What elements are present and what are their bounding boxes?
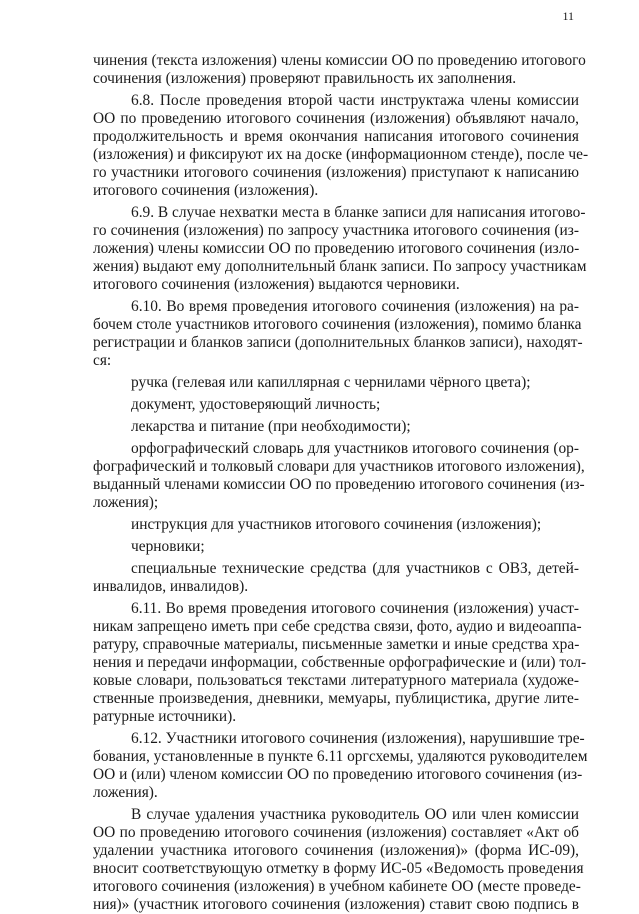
para-6-10 — [93, 298, 583, 370]
text-line: сочинения (изложения) проверяют правильность их заполнения. — [93, 70, 517, 87]
list-item-medicine-food — [93, 418, 579, 436]
text-line: ственные произведения, дневники, мемуары, публицистика, другие лите- — [93, 690, 579, 707]
text-line: ложения) члены комиссии ОО по проведению итогового сочинения (изло- — [93, 240, 580, 257]
text-line: орфографический словарь для участников итогового сочинения (ор- — [131, 440, 579, 457]
text-line: никам запрещено иметь при себе средства связи, фото, аудио и видеоаппа- — [93, 618, 582, 635]
text-line: ся: — [93, 352, 112, 369]
text-line: 6.10. Во время проведения итогового сочинения (изложения) на ра- — [131, 298, 579, 315]
text-line: итогового сочинения (изложения) выдаются черновики. — [93, 276, 460, 293]
list-item-id-document — [93, 396, 579, 414]
text-line: чинения (текста изложения) члены комиссии ОО по проведению итогового — [93, 52, 586, 69]
text-line: ратурные источники). — [93, 708, 237, 725]
para-6-8 — [93, 92, 589, 200]
text-line: (изложения) и фиксируют их на доске (информационном стенде), после че- — [93, 146, 589, 163]
text-line: 6.9. В случае нехватки места в бланке записи для написания итогово- — [131, 204, 586, 221]
text-line: бования, установленные в пункте 6.11 оргсхемы, удаляются руководителем — [93, 748, 588, 765]
text-line: 6.12. Участники итогового сочинения (изложения), нарушившие тре- — [131, 730, 585, 747]
text-line: специальные технические средства (для участников с ОВЗ, детей- — [131, 560, 579, 577]
list-item-instructions — [93, 516, 579, 534]
text-line: черновики; — [131, 538, 205, 555]
text-line: ковые словари, пользоваться текстами литературного материала (художе- — [93, 672, 579, 689]
text-line: фографический и толковый словари для участников итогового изложения), — [93, 458, 585, 475]
text-line: ОО по проведению итогового сочинения (изложения) объявляют начало, — [93, 110, 579, 127]
para-6-12 — [93, 730, 588, 802]
text-line: ложения). — [93, 784, 158, 801]
text-line: 6.11. Во время проведения итогового сочинения (изложения) участ- — [131, 600, 579, 617]
text-line: 6.8. После проведения второй части инструктажа члены комиссии — [131, 92, 579, 109]
text-line: нения и передачи информации, собственные орфографические и (или) тол- — [93, 654, 587, 671]
text-line: бочем столе участников итогового сочинения (изложения), помимо бланка — [93, 316, 582, 333]
text-line: ния)» (участник итогового сочинения (изложения) ставит свою подпись в — [93, 896, 579, 913]
text-line: го сочинения (изложения) по запросу участника итогового сочинения (из- — [93, 222, 579, 239]
text-line: итогового сочинения (изложения) в учебном кабинете ОО (месте проведе- — [93, 878, 581, 895]
document-body — [93, 52, 589, 914]
text-line: В случае удаления участника руководитель ОО или член комиссии — [131, 806, 579, 823]
text-line: инструкция для участников итогового сочинения (изложения); — [131, 516, 542, 533]
text-line: го участники итогового сочинения (изложения) приступают к написанию — [93, 164, 579, 181]
para-intro — [93, 52, 586, 88]
text-line: лекарства и питание (при необходимости); — [131, 418, 411, 435]
para-6-11 — [93, 600, 587, 726]
text-line: выданный членами комиссии ОО по проведению итогового сочинения (из- — [93, 476, 585, 493]
text-line: документ, удостоверяющий личность; — [131, 396, 381, 413]
text-line: жения) выдают ему дополнительный бланк записи. По запросу участникам — [93, 258, 587, 275]
text-line: удалении участника итогового сочинения (изложения)» (форма ИС-09), — [93, 842, 579, 859]
text-line: ОО и (или) членом комиссии ОО по проведению итогового сочинения (из- — [93, 766, 583, 783]
para-6-9 — [93, 204, 587, 294]
text-line: ложения); — [93, 494, 159, 511]
text-line: вносит соответствующую отметку в форму ИС-05 «Ведомость проведения — [93, 860, 584, 877]
list-item-pen — [93, 374, 579, 392]
text-line: ратуру, справочные материалы, письменные заметки и иные средства хра- — [93, 636, 580, 653]
text-line: инвалидов, инвалидов). — [93, 578, 249, 595]
text-line: регистрации и бланков записи (дополнительных бланков записи), находят- — [93, 334, 583, 351]
text-line: итогового сочинения (изложения). — [93, 182, 319, 199]
list-item-technical-means — [93, 560, 579, 596]
list-item-drafts — [93, 538, 579, 556]
list-item-spelling-dictionary — [93, 440, 585, 512]
text-line: продолжительность и время окончания написания итогового сочинения — [93, 128, 579, 145]
text-line: ручка (гелевая или капиллярная с чернилами чёрного цвета); — [131, 374, 531, 391]
para-removal — [93, 806, 584, 914]
page-number: 11 — [562, 9, 574, 23]
text-line: ОО по проведению итогового сочинения (изложения) составляет «Акт об — [93, 824, 579, 841]
